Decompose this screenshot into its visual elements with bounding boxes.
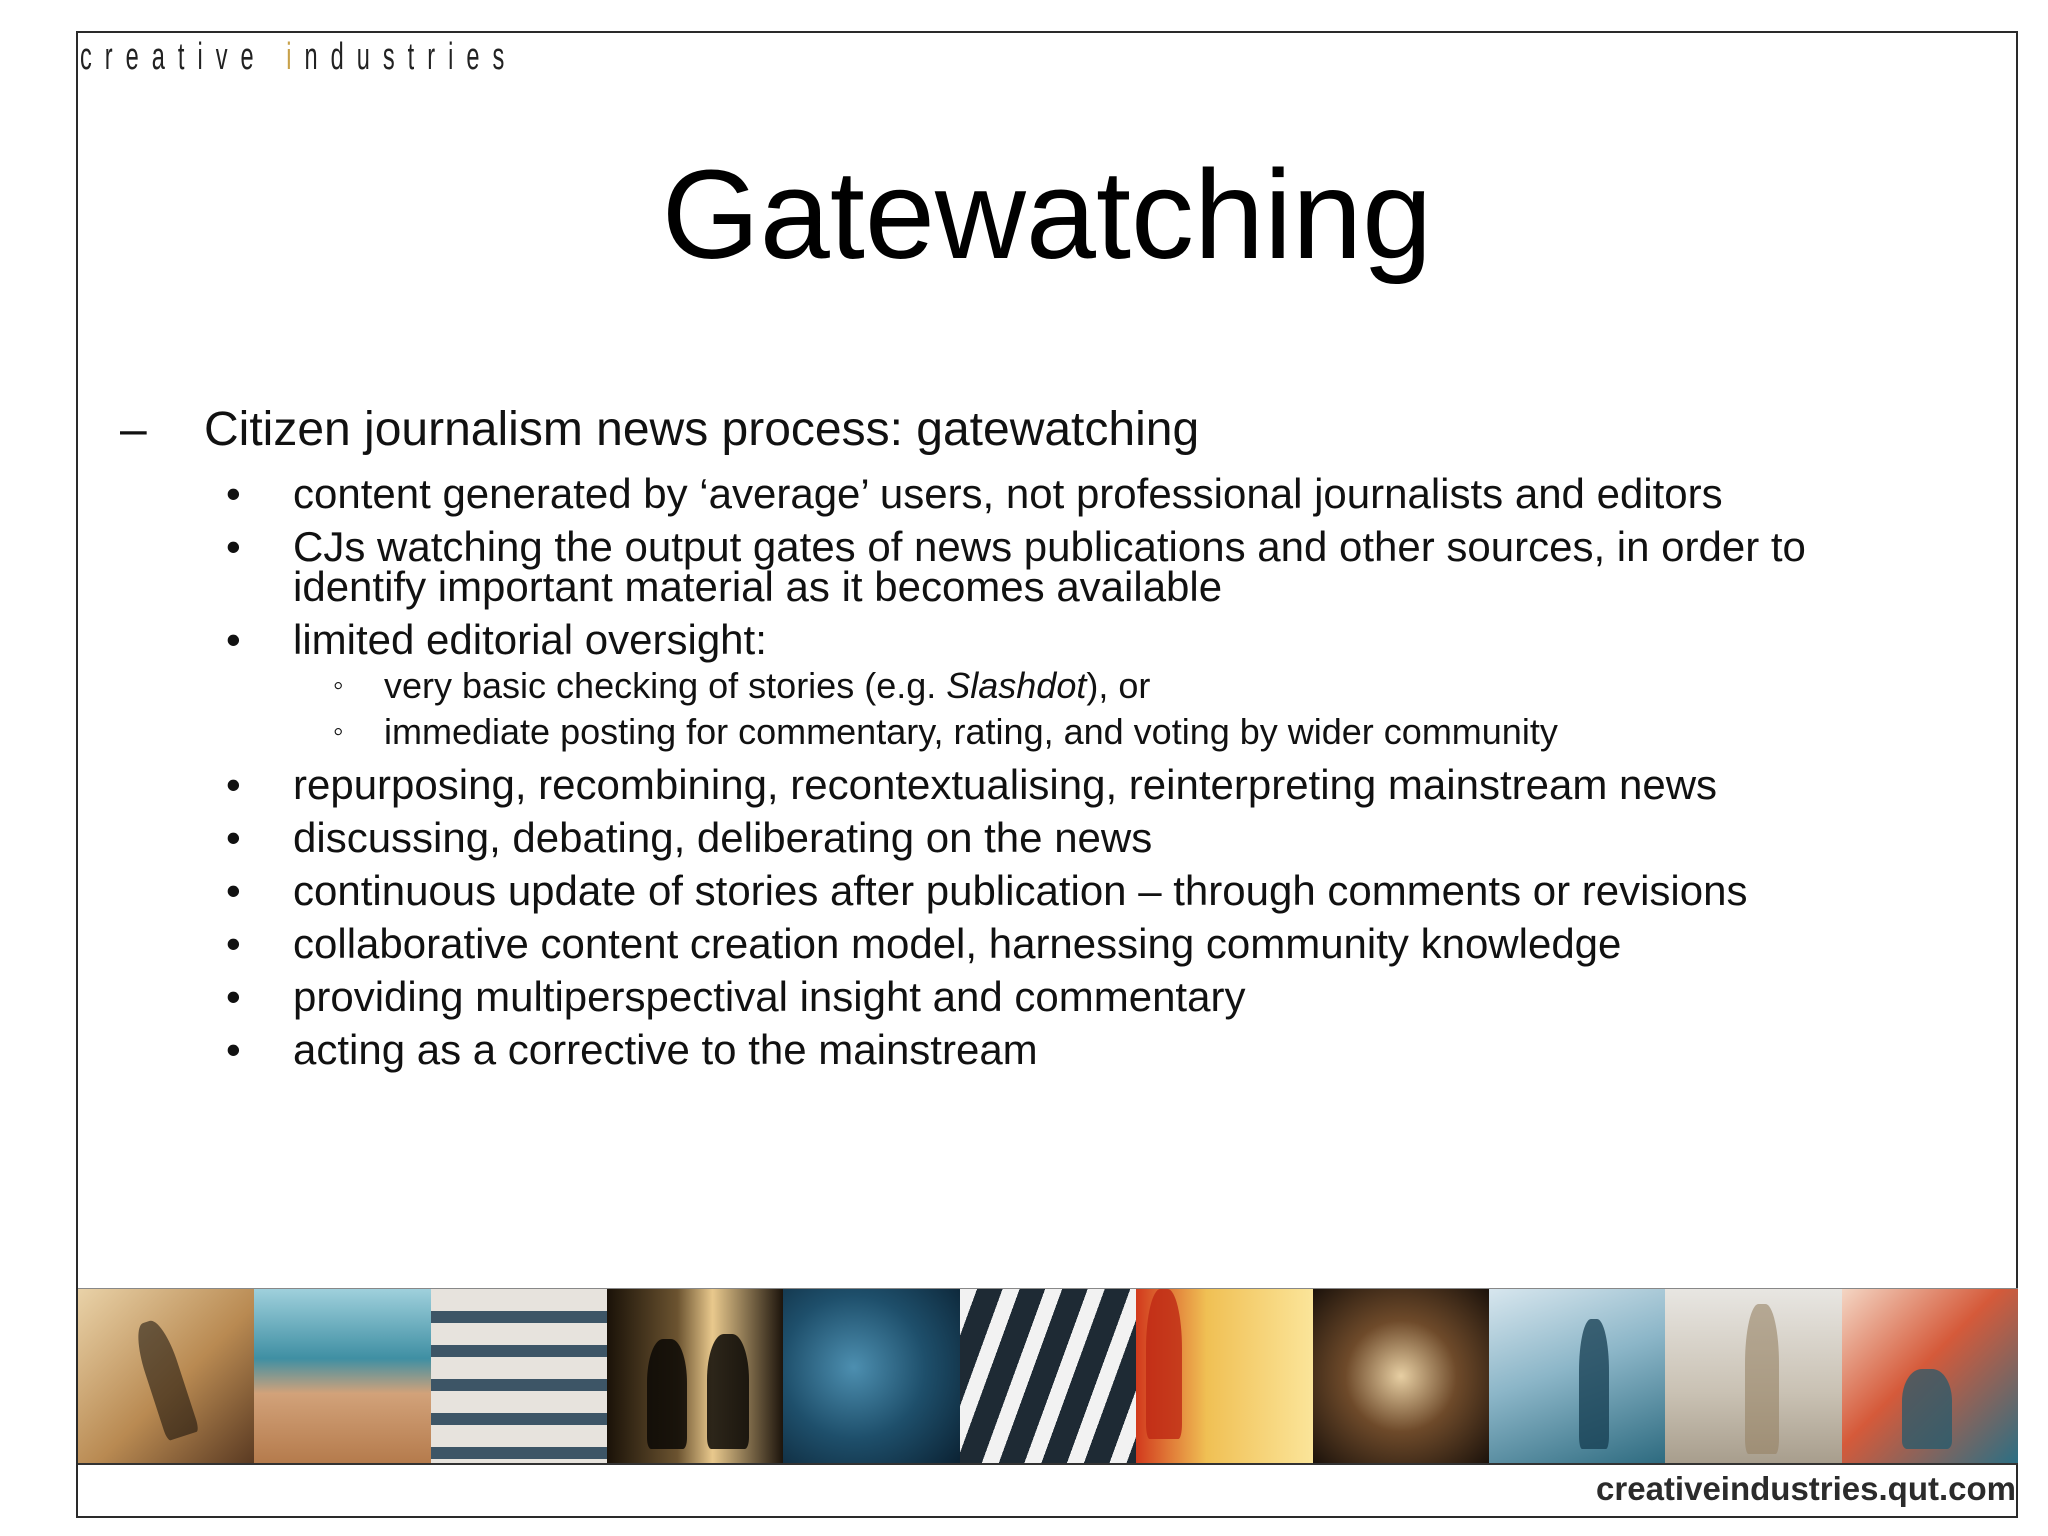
bullet-text: continuous update of stories after publication – through comments or revisions <box>293 867 1748 914</box>
sub-bullet-marker: ◦ <box>333 669 344 702</box>
photo-strip <box>78 1288 2018 1465</box>
bullet-item <box>78 920 2016 967</box>
bullet-marker: • <box>226 867 241 914</box>
sub-bullet-item <box>78 712 2016 752</box>
photo-stripes <box>960 1289 1136 1463</box>
photo-dancer <box>78 1289 254 1463</box>
sub-bullet-text-suffix: ), or <box>1086 665 1151 706</box>
photo-silhouette-figures <box>607 1289 783 1463</box>
bullet-marker: • <box>226 973 241 1020</box>
brand-text-accent: i <box>286 36 305 78</box>
bullet-text: CJs watching the output gates of news publications and other sources, in order to identify important material as it becomes available <box>293 523 1806 610</box>
sub-bullet-text-prefix: very basic checking of stories (e.g. <box>384 665 947 706</box>
outline-level1-item <box>78 403 2016 461</box>
bullet-marker: • <box>226 616 241 663</box>
bullet-marker: • <box>226 470 241 517</box>
photo-red-figure <box>1136 1289 1312 1463</box>
bullet-marker: • <box>226 920 241 967</box>
slide-title: Gatewatching <box>661 144 1433 285</box>
bullet-item <box>78 1026 2016 1073</box>
photo-building-facade <box>431 1289 607 1463</box>
bullet-text: collaborative content creation model, harnessing community knowledge <box>293 920 1622 967</box>
slide-body <box>78 403 2016 1073</box>
bullet-item <box>78 616 2016 663</box>
bullet-marker: • <box>226 814 241 861</box>
bullet-text: repurposing, recombining, recontextualising, reinterpreting mainstream news <box>293 761 1718 808</box>
sub-bullet-text-italic: Slashdot <box>946 665 1087 706</box>
bullet-item <box>78 470 2016 517</box>
sub-bullet-text: immediate posting for commentary, rating, and voting by wider community <box>384 711 1558 752</box>
photo-blurred-people <box>1489 1289 1665 1463</box>
brand-wordmark <box>80 37 517 77</box>
bullet-marker: • <box>226 1026 241 1073</box>
sub-bullet-marker: ◦ <box>333 715 344 748</box>
bullet-marker: • <box>226 761 241 808</box>
outline-level1-text: Citizen journalism news process: gatewatching <box>204 403 1200 456</box>
bullet-item <box>78 973 2016 1020</box>
bullet-text: content generated by ‘average’ users, not professional journalists and editors <box>293 470 1723 517</box>
brand-text-start: creative <box>80 36 287 78</box>
bullet-text: limited editorial oversight: <box>293 616 767 663</box>
photo-tangled-lines <box>1313 1289 1489 1463</box>
bullet-text: acting as a corrective to the mainstream <box>293 1026 1038 1073</box>
footer-url: creativeindustries.qut.com <box>1596 1470 2016 1507</box>
slide <box>76 31 2018 1518</box>
sub-bullet-item <box>78 666 2016 706</box>
bullet-text: providing multiperspectival insight and commentary <box>293 973 1246 1020</box>
bullet-item <box>78 523 2016 610</box>
photo-portrait-collage <box>1842 1289 2018 1463</box>
photo-texture-blue <box>783 1289 959 1463</box>
bullet-marker: • <box>226 523 241 570</box>
bullet-text: discussing, debating, deliberating on the news <box>293 814 1153 861</box>
brand-text-end: ndustries <box>304 36 518 78</box>
photo-umbrella <box>254 1289 430 1463</box>
photo-standing-figure <box>1665 1289 1841 1463</box>
bullet-item <box>78 867 2016 914</box>
bullet-item <box>78 761 2016 808</box>
dash-marker: – <box>120 403 147 456</box>
bullet-item <box>78 814 2016 861</box>
